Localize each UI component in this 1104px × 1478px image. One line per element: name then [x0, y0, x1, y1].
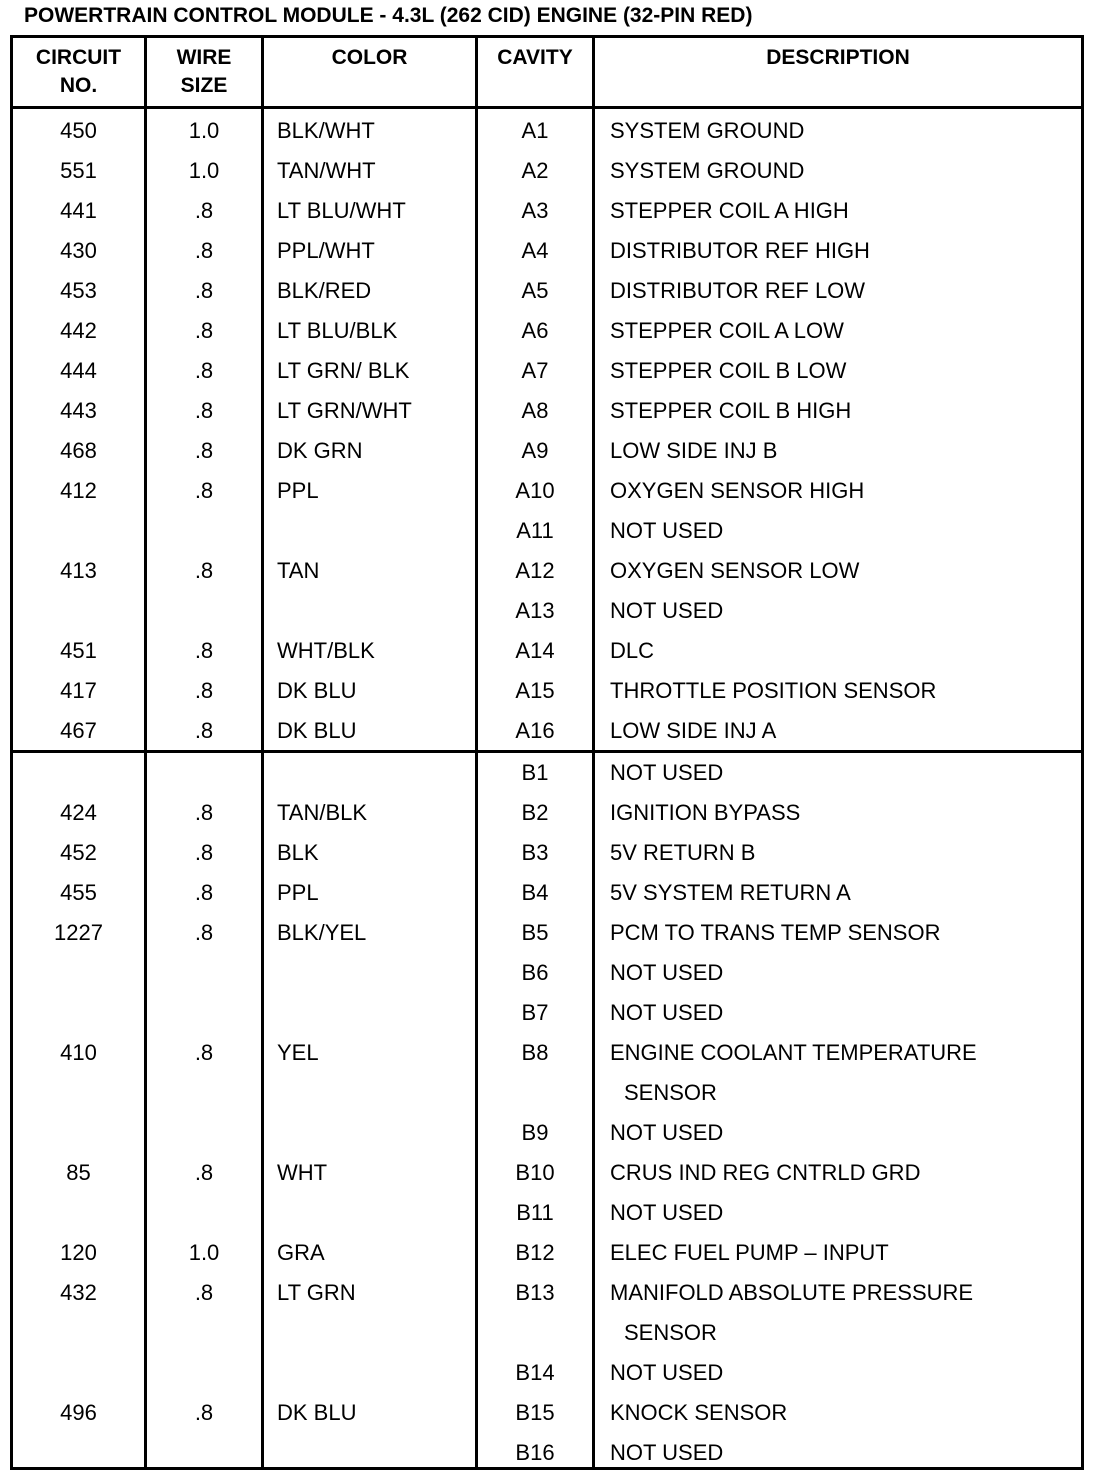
description: [610, 1033, 1080, 1113]
description: [610, 1233, 1080, 1273]
circuit-number: 413: [60, 558, 97, 583]
table-row: [13, 471, 1081, 511]
wire-color: DK BLU: [277, 718, 357, 743]
description-line: NOT USED: [610, 1120, 724, 1145]
description: [610, 753, 1080, 793]
cavity-id: A10: [515, 478, 555, 503]
description: [610, 351, 1080, 391]
wire-size: .8: [194, 278, 214, 303]
description-line: ELEC FUEL PUMP – INPUT: [610, 1240, 889, 1265]
description-line: LOW SIDE INJ B: [610, 438, 778, 463]
description-line: NOT USED: [610, 1000, 724, 1025]
cavity-id: A9: [521, 438, 549, 463]
wire-color: LT GRN/ BLK: [277, 358, 410, 383]
wire-size: 1.0: [188, 1240, 220, 1265]
wire-size: .8: [194, 398, 214, 423]
cavity-id: A2: [521, 158, 549, 183]
header-circuit-no: CIRCUIT NO.: [35, 46, 122, 97]
circuit-number: 412: [60, 478, 97, 503]
wire-size: .8: [194, 478, 214, 503]
header-description: DESCRIPTION: [766, 46, 910, 69]
table-row: [13, 231, 1081, 271]
circuit-number: 85: [66, 1160, 91, 1185]
wire-size: .8: [194, 800, 214, 825]
description-line: OXYGEN SENSOR LOW: [610, 558, 860, 583]
table-row: [13, 913, 1081, 953]
cavity-id: B7: [521, 1000, 549, 1025]
description: [610, 1153, 1080, 1193]
table-row: [13, 671, 1081, 711]
circuit-number: 452: [60, 840, 97, 865]
circuit-number: 455: [60, 880, 97, 905]
table-row: [13, 391, 1081, 431]
description: [610, 1193, 1080, 1233]
circuit-number: 430: [60, 238, 97, 263]
description: [610, 551, 1080, 591]
header-cavity: CAVITY: [497, 46, 573, 69]
wire-color: LT GRN/WHT: [277, 398, 412, 423]
description: [610, 311, 1080, 351]
circuit-number: 1227: [54, 920, 103, 945]
wire-color: DK BLU: [277, 1400, 357, 1425]
header-color: COLOR: [331, 46, 408, 69]
wire-color: PPL/WHT: [277, 238, 375, 263]
wire-color: BLK/WHT: [277, 118, 375, 143]
circuit-number: 453: [60, 278, 97, 303]
wire-color: TAN: [277, 558, 320, 583]
description-line: NOT USED: [610, 1440, 724, 1465]
description: [610, 1273, 1080, 1353]
description: [610, 191, 1080, 231]
description-line: LOW SIDE INJ A: [610, 718, 777, 743]
wire-color: YEL: [277, 1040, 319, 1065]
table-row: [13, 873, 1081, 913]
description: [610, 833, 1080, 873]
circuit-number: 467: [60, 718, 97, 743]
table-row: [13, 511, 1081, 551]
wire-color: PPL: [277, 478, 319, 503]
wire-size: .8: [194, 920, 214, 945]
description-line: THROTTLE POSITION SENSOR: [610, 678, 937, 703]
cavity-id: A11: [516, 518, 554, 543]
cavity-id: A15: [515, 678, 555, 703]
cavity-id: A4: [521, 238, 549, 263]
wire-color: DK BLU: [277, 678, 357, 703]
description-line: NOT USED: [610, 598, 724, 623]
description: [610, 271, 1080, 311]
circuit-number: 443: [60, 398, 97, 423]
wire-size: .8: [194, 1400, 214, 1425]
wire-color: WHT/BLK: [277, 638, 375, 663]
circuit-number: 417: [60, 678, 97, 703]
description-line: DISTRIBUTOR REF LOW: [610, 278, 866, 303]
table-row: [13, 271, 1081, 311]
document-title: POWERTRAIN CONTROL MODULE - 4.3L (262 CID) ENGINE (32-PIN RED): [24, 4, 753, 27]
cavity-id: B6: [521, 960, 549, 985]
cavity-id: B5: [521, 920, 549, 945]
header-wire-size: WIRE SIZE: [176, 46, 232, 97]
cavity-id: B16: [515, 1440, 555, 1465]
table-row: [13, 1193, 1081, 1233]
table-row: [13, 953, 1081, 993]
cavity-id: A13: [515, 598, 555, 623]
description-line: 5V SYSTEM RETURN A: [610, 880, 851, 905]
cavity-id: B3: [521, 840, 549, 865]
cavity-id: B14: [515, 1360, 555, 1385]
table-row: [13, 351, 1081, 391]
table-row: [13, 711, 1081, 751]
description: [610, 151, 1080, 191]
description-line: ENGINE COOLANT TEMPERATURE: [610, 1040, 977, 1065]
wire-color: PPL: [277, 880, 319, 905]
circuit-number: 444: [60, 358, 97, 383]
description: [610, 391, 1080, 431]
cavity-id: A6: [521, 318, 549, 343]
circuit-number: 496: [60, 1400, 97, 1425]
description-line: NOT USED: [610, 518, 724, 543]
wire-size: .8: [194, 1280, 214, 1305]
description: [610, 591, 1080, 631]
table-row: [13, 311, 1081, 351]
description-continuation: SENSOR: [624, 1320, 717, 1345]
rows-section-a: [13, 111, 1081, 751]
rows-section-b: [13, 753, 1081, 1473]
description-line: NOT USED: [610, 760, 724, 785]
wire-color: TAN/BLK: [277, 800, 368, 825]
circuit-number: 551: [60, 158, 97, 183]
table-row: [13, 753, 1081, 793]
circuit-number: 424: [60, 800, 97, 825]
cavity-id: B1: [521, 760, 549, 785]
circuit-number: 120: [60, 1240, 97, 1265]
wire-size: 1.0: [188, 158, 220, 183]
description: [610, 1113, 1080, 1153]
table-row: [13, 1273, 1081, 1353]
description-line: SYSTEM GROUND: [610, 118, 805, 143]
table-row: [13, 793, 1081, 833]
description: [610, 711, 1080, 751]
description: [610, 1353, 1080, 1393]
wire-size: .8: [194, 840, 214, 865]
cavity-id: B13: [515, 1280, 555, 1305]
cavity-id: A3: [521, 198, 549, 223]
wire-size: .8: [194, 238, 214, 263]
description-line: NOT USED: [610, 960, 724, 985]
wire-size: .8: [194, 638, 214, 663]
cavity-id: B11: [516, 1200, 554, 1225]
description-line: CRUS IND REG CNTRLD GRD: [610, 1160, 921, 1185]
wire-size: .8: [194, 198, 214, 223]
description-line: KNOCK SENSOR: [610, 1400, 788, 1425]
wire-size: .8: [194, 1160, 214, 1185]
description-line: SYSTEM GROUND: [610, 158, 805, 183]
wire-size: .8: [194, 358, 214, 383]
description-line: STEPPER COIL B LOW: [610, 358, 847, 383]
table-row: [13, 431, 1081, 471]
circuit-number: 450: [60, 118, 97, 143]
cavity-id: A12: [515, 558, 555, 583]
description-continuation: SENSOR: [624, 1080, 717, 1105]
description: [610, 231, 1080, 271]
table-row: [13, 631, 1081, 671]
circuit-number: 468: [60, 438, 97, 463]
description: [610, 873, 1080, 913]
wire-color: GRA: [277, 1240, 325, 1265]
wire-size: 1.0: [188, 118, 220, 143]
wire-color: LT BLU/WHT: [277, 198, 406, 223]
table-row: [13, 191, 1081, 231]
description: [610, 913, 1080, 953]
table-row: [13, 1433, 1081, 1473]
circuit-number: 442: [60, 318, 97, 343]
cavity-id: B8: [521, 1040, 549, 1065]
description: [610, 793, 1080, 833]
description: [610, 431, 1080, 471]
table-row: [13, 1233, 1081, 1273]
description-line: STEPPER COIL B HIGH: [610, 398, 852, 423]
cavity-id: B2: [521, 800, 549, 825]
wire-size: .8: [194, 880, 214, 905]
description-line: NOT USED: [610, 1200, 724, 1225]
cavity-id: A7: [521, 358, 549, 383]
description-line: STEPPER COIL A LOW: [610, 318, 844, 343]
wire-size: .8: [194, 558, 214, 583]
description: [610, 671, 1080, 711]
wire-color: WHT: [277, 1160, 328, 1185]
table-row: [13, 1393, 1081, 1433]
cavity-id: B10: [515, 1160, 555, 1185]
cavity-id: A5: [521, 278, 549, 303]
description-line: DLC: [610, 638, 655, 663]
circuit-number: 432: [60, 1280, 97, 1305]
description: [610, 631, 1080, 671]
wire-color: BLK/YEL: [277, 920, 367, 945]
description: [610, 953, 1080, 993]
cavity-id: B9: [521, 1120, 549, 1145]
table-row: [13, 151, 1081, 191]
description: [610, 471, 1080, 511]
description: [610, 511, 1080, 551]
description: [610, 1433, 1080, 1473]
wire-color: DK GRN: [277, 438, 363, 463]
table-row: [13, 1113, 1081, 1153]
wire-size: .8: [194, 1040, 214, 1065]
wire-color: TAN/WHT: [277, 158, 376, 183]
wire-color: LT BLU/BLK: [277, 318, 398, 343]
description: [610, 993, 1080, 1033]
description-line: IGNITION BYPASS: [610, 800, 801, 825]
wire-color: BLK/RED: [277, 278, 372, 303]
cavity-id: A1: [521, 118, 549, 143]
wire-color: LT GRN: [277, 1280, 356, 1305]
cavity-id: A8: [521, 398, 549, 423]
table-row: [13, 1153, 1081, 1193]
table-row: [13, 591, 1081, 631]
header-divider: [13, 106, 1081, 109]
wire-size: .8: [194, 718, 214, 743]
cavity-id: B12: [515, 1240, 555, 1265]
description-line: OXYGEN SENSOR HIGH: [610, 478, 865, 503]
circuit-number: 441: [60, 198, 97, 223]
table-row: [13, 1033, 1081, 1113]
table-row: [13, 993, 1081, 1033]
description-line: PCM TO TRANS TEMP SENSOR: [610, 920, 941, 945]
circuit-number: 451: [60, 638, 97, 663]
table-row: [13, 1353, 1081, 1393]
description-line: DISTRIBUTOR REF HIGH: [610, 238, 870, 263]
description-line: NOT USED: [610, 1360, 724, 1385]
circuit-number: 410: [60, 1040, 97, 1065]
description-line: 5V RETURN B: [610, 840, 756, 865]
description-line: STEPPER COIL A HIGH: [610, 198, 849, 223]
table-row: [13, 551, 1081, 591]
wire-size: .8: [194, 678, 214, 703]
wire-size: .8: [194, 438, 214, 463]
cavity-id: A14: [515, 638, 555, 663]
wire-size: .8: [194, 318, 214, 343]
table-row: [13, 111, 1081, 151]
table-row: [13, 833, 1081, 873]
wire-color: BLK: [277, 840, 319, 865]
cavity-id: B4: [521, 880, 549, 905]
description: [610, 1393, 1080, 1433]
description: [610, 111, 1080, 151]
cavity-id: B15: [515, 1400, 555, 1425]
connector-table: [10, 35, 1084, 1470]
description-line: MANIFOLD ABSOLUTE PRESSURE: [610, 1280, 974, 1305]
cavity-id: A16: [515, 718, 555, 743]
